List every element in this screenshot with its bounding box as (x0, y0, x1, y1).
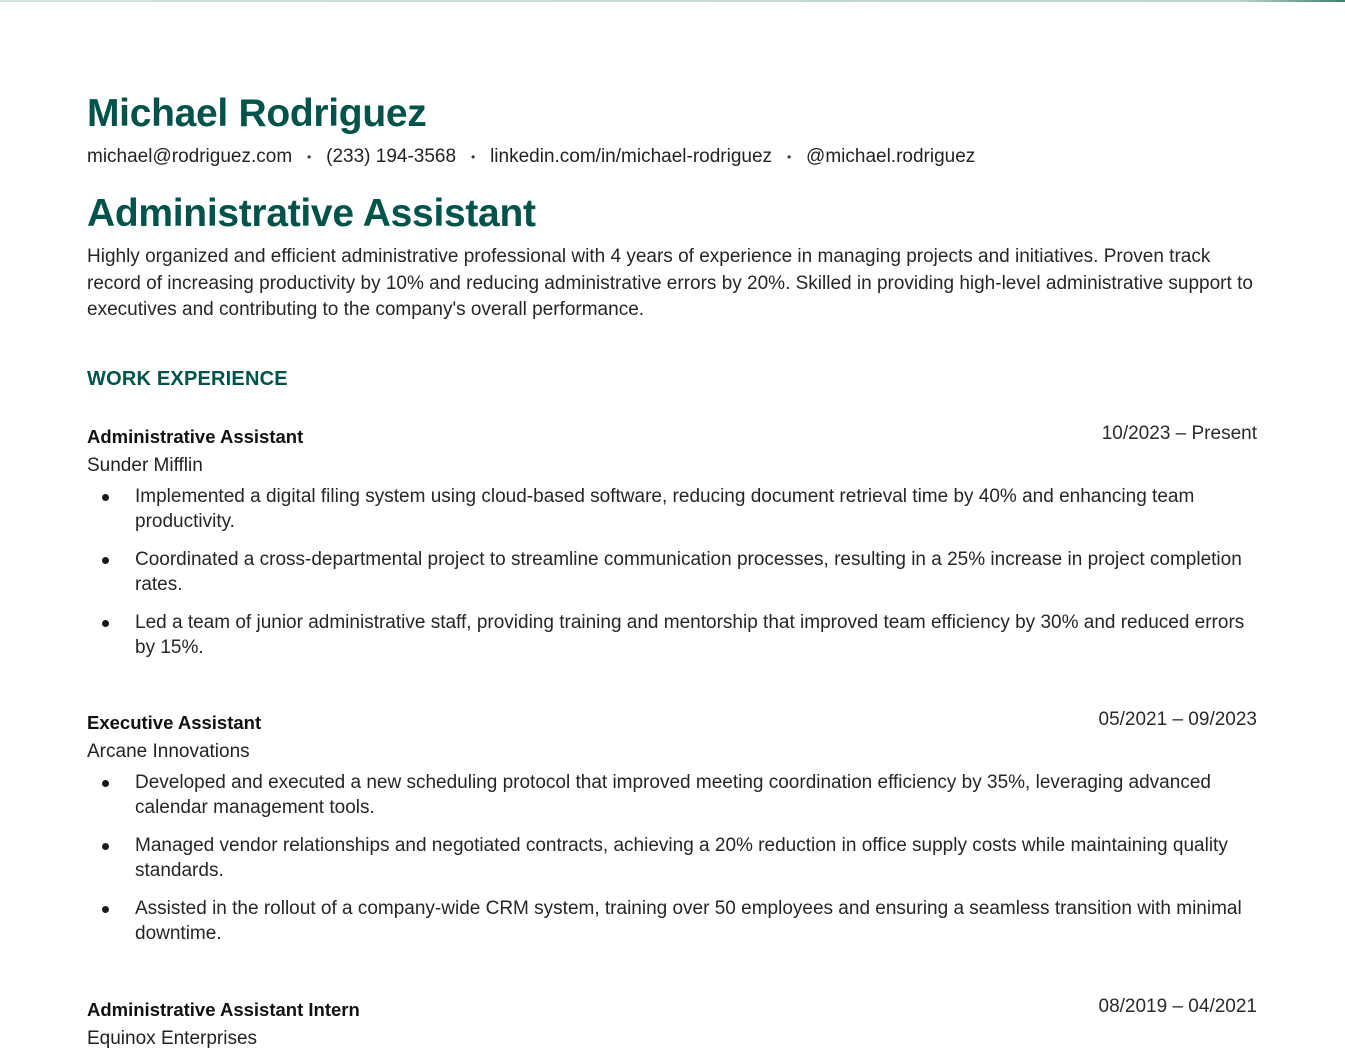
job-header (87, 997, 1257, 1026)
job-dates: 10/2023 – Present (1101, 423, 1257, 444)
bullet-dot-icon (102, 620, 109, 627)
bullet-dot-icon (102, 906, 109, 913)
professional-title: Administrative Assistant (87, 192, 536, 235)
job-bullet-text: Managed vendor relationships and negotiated contracts, achieving a 20% reduction in office supply costs while maintaining quality standards. (135, 835, 1228, 881)
job-entry (87, 997, 1257, 1052)
bullet-dot-icon (102, 494, 109, 501)
job-bullet-text: Coordinated a cross-departmental project to streamline communication processes, resulting in a 25% increase in project completion rates. (135, 549, 1242, 595)
contact-handle[interactable]: @michael.rodriguez (806, 146, 976, 167)
contact-email[interactable]: michael@rodriguez.com (87, 146, 293, 167)
section-heading-work-experience: WORK EXPERIENCE (87, 368, 288, 390)
job-bullet-text: Led a team of junior administrative staff, providing training and mentorship that improved team efficiency by 30% and reduced errors by 15%. (135, 612, 1245, 658)
job-title: Administrative Assistant Intern (87, 999, 360, 1020)
bullet-dot-icon (102, 843, 109, 850)
job-bullet-list (87, 771, 1257, 946)
job-bullet-text: Assisted in the rollout of a company-wide CRM system, training over 50 employees and ensuring a seamless transition with minimal downtime. (135, 898, 1242, 944)
job-company: Sunder Mifflin (87, 455, 203, 476)
job-title: Administrative Assistant (87, 426, 304, 447)
job-bullet (87, 611, 1265, 660)
candidate-name: Michael Rodriguez (87, 92, 427, 135)
bullet-dot-icon (102, 557, 109, 564)
separator-dot-icon: • (786, 150, 792, 164)
separator-dot-icon: • (470, 150, 476, 164)
job-header (87, 424, 1257, 453)
job-bullet-text: Implemented a digital filing system using cloud-based software, reducing document retrieval time by 40% and enhancing team productivity. (135, 486, 1195, 532)
job-dates: 08/2019 – 04/2021 (1098, 996, 1257, 1017)
professional-summary: Highly organized and efficient administrative professional with 4 years of experience in managing projects and initiatives. Proven track record of increasing productivity by 10% and reducing administrative errors by 20%. Skilled in providing high-level administrative support to executives and contributing to the company's overall performance. (87, 246, 1253, 320)
job-company: Arcane Innovations (87, 741, 250, 762)
job-bullet (87, 834, 1265, 883)
job-bullet (87, 897, 1265, 946)
job-dates: 05/2021 – 09/2023 (1098, 709, 1257, 730)
job-entry (87, 710, 1257, 960)
job-entry (87, 424, 1257, 674)
separator-dot-icon: • (307, 150, 312, 164)
bullet-dot-icon (102, 780, 109, 787)
job-bullet (87, 771, 1265, 820)
job-bullet (87, 548, 1265, 597)
job-title: Executive Assistant (87, 712, 262, 733)
job-company: Equinox Enterprises (87, 1028, 258, 1049)
top-border-rule (0, 0, 1345, 2)
job-bullet-list (87, 485, 1257, 660)
contact-phone[interactable]: (233) 194-3568 (326, 146, 457, 167)
job-bullet-text: Developed and executed a new scheduling protocol that improved meeting coordination efficiency by 35%, leveraging advanced calendar management tools. (135, 772, 1211, 818)
contact-line (87, 145, 975, 169)
contact-linkedin[interactable]: linkedin.com/in/michael-rodriguez (490, 146, 773, 167)
job-bullet (87, 485, 1265, 534)
job-header (87, 710, 1257, 739)
